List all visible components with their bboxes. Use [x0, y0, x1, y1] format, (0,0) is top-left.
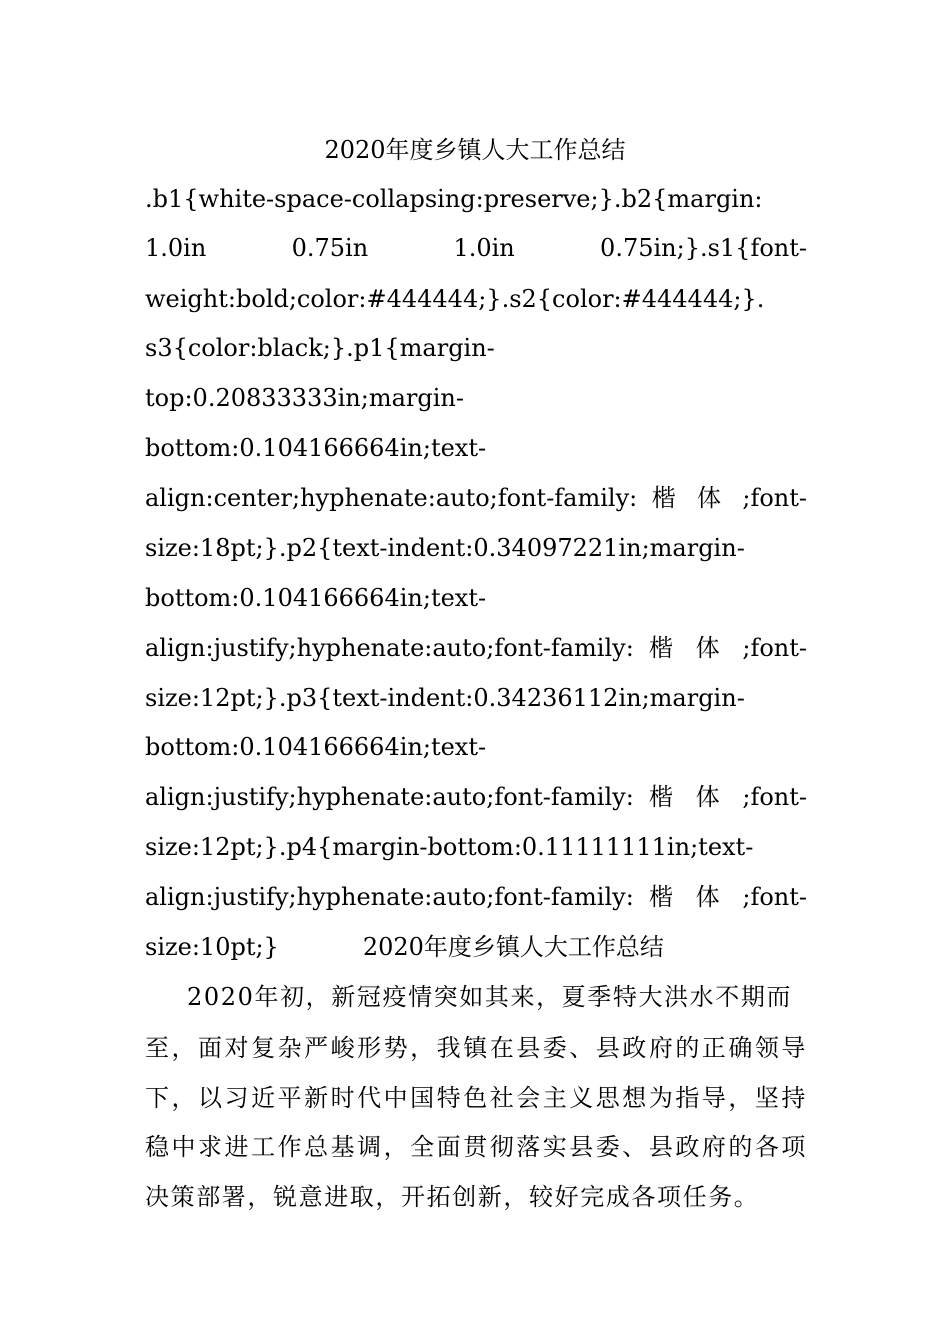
css-residue-line-10: align:justify;hyphenate:auto;font-family: 楷 体 ;font- — [145, 634, 807, 662]
css-residue-line-12: bottom:0.104166664in;text- — [145, 733, 487, 761]
paragraph-line-5: 决策部署，锐意进取，开拓创新，较好完成各项任务。 — [145, 1183, 760, 1211]
css-residue-line-6: bottom:0.104166664in;text- — [145, 434, 487, 462]
css-residue-line-1: .b1{white-space-collapsing:preserve;}.b2{margin: — [145, 185, 763, 213]
css-residue-line-5: top:0.20833333in;margin- — [145, 384, 464, 412]
inline-title: 2020年度乡镇人大工作总结 — [362, 933, 664, 961]
css-residue-line-11: size:12pt;}.p3{text-indent:0.34236112in;margin- — [145, 684, 745, 712]
css-residue-line-7: align:center;hyphenate:auto;font-family: 楷 体 ;font- — [145, 484, 807, 512]
css-residue-line-9: bottom:0.104166664in;text- — [145, 584, 487, 612]
css-residue-line-3: weight:bold;color:#444444;}.s2{color:#444444;}. — [145, 285, 765, 313]
css-residue-line-14: size:12pt;}.p4{margin-bottom:0.11111111in;text- — [145, 833, 754, 861]
paragraph-line-2: 至，面对复杂严峻形势，我镇在县委、县政府的正确领导 — [145, 1034, 807, 1062]
paragraph-line-3: 下，以习近平新时代中国特色社会主义思想为指导，坚持 — [145, 1084, 807, 1112]
css-residue-last-line — [145, 929, 807, 965]
css-residue-line-2: 1.0in 0.75in 1.0in 0.75in;}.s1{font- — [145, 234, 807, 262]
css-residue-line-15: align:justify;hyphenate:auto;font-family: 楷 体 ;font- — [145, 883, 807, 911]
css-residue-line-4: s3{color:black;}.p1{margin- — [145, 334, 495, 362]
document-title: 2020年度乡镇人大工作总结 — [324, 136, 626, 164]
css-residue-line-13: align:justify;hyphenate:auto;font-family: 楷 体 ;font- — [145, 783, 807, 811]
css-residue-line-8: size:18pt;}.p2{text-indent:0.34097221in;margin- — [145, 534, 745, 562]
paragraph-line-1: 2020年初，新冠疫情突如其来，夏季特大洪水不期而 — [187, 983, 793, 1011]
css-residue-line-16: size:10pt;} — [145, 933, 279, 961]
paragraph-line-4: 稳中求进工作总基调，全面贯彻落实县委、县政府的各项 — [145, 1133, 807, 1161]
